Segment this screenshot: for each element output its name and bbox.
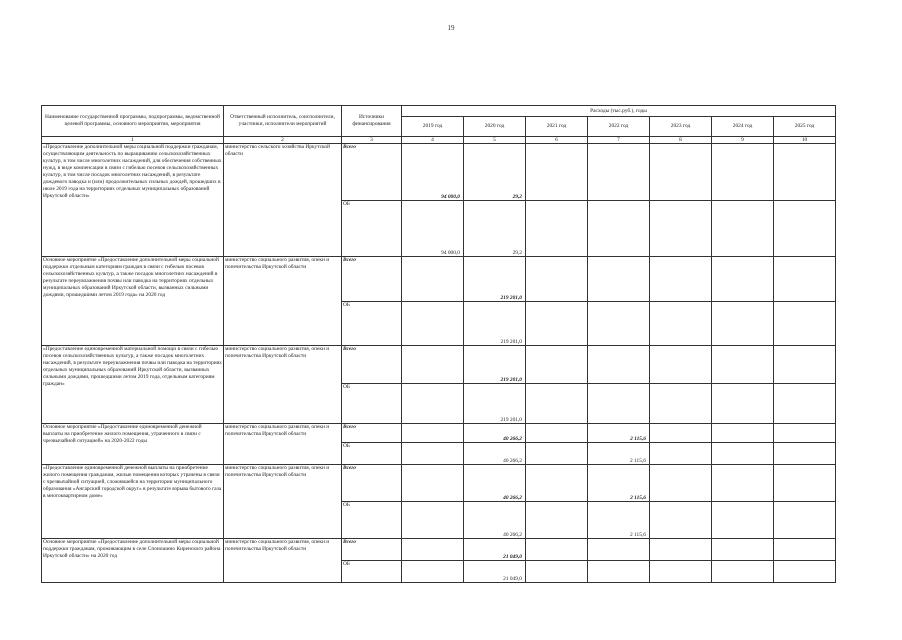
measure-executor: министерство социального развития, опеки и попечительства Иркутской области bbox=[224, 346, 342, 424]
header-year: 2020 год bbox=[464, 117, 526, 137]
page-number: 19 bbox=[447, 24, 455, 32]
column-number: 3 bbox=[342, 137, 402, 144]
value-cell bbox=[526, 539, 588, 561]
value-cell bbox=[712, 502, 774, 539]
header-year: 2021 год bbox=[526, 117, 588, 137]
value-cell: 2 115,6 bbox=[588, 424, 650, 443]
source-total: Всего bbox=[342, 257, 402, 302]
header-executor: Ответственный исполнитель, соисполнители, участники, исполнители мероприятий bbox=[224, 106, 342, 137]
measure-name: «Предоставление дополнительной меры социальной поддержки гражданам, осуществляющим деятельность по выращиванию сельскохозяйственных культур, в том числе многолетних насаждений, для обеспечения собственных нужд, в виде компенсации в связи с гибелью посевов сельскохозяйственных культур, в том числе посадок многолетних насаждений, в результате дождевого паводка и (или) продолжительных сильных дождей, прошедших в июле 2019 года на территориях отдельных муниципальных образований Иркутской области» bbox=[42, 144, 224, 257]
value-cell bbox=[774, 346, 836, 384]
source-ob: ОБ bbox=[342, 561, 402, 583]
value-cell bbox=[712, 443, 774, 465]
measure-executor: министерство социального развития, опеки и попечительства Иркутской области bbox=[224, 465, 342, 539]
value-cell bbox=[774, 201, 836, 257]
value-cell: 40 266,2 bbox=[464, 465, 526, 502]
value-cell bbox=[650, 302, 712, 346]
value-cell bbox=[712, 465, 774, 502]
source-total: Всего bbox=[342, 424, 402, 443]
measure-name: «Предоставление единовременной денежной выплаты на приобретение жилого помещения гражданам, жилые помещения которых утрачены в связи с чрезвычайной ситуацией, сложившейся на территории муниципального образования «Ангарский городской округ» в результате взрыва бытового газа в многоквартирном доме» bbox=[42, 465, 224, 539]
measure-executor: министерство сельского хозяйства Иркутской области bbox=[224, 144, 342, 257]
header-expenses: Расходы (тыс.руб.), годы bbox=[402, 106, 836, 117]
value-cell bbox=[526, 424, 588, 443]
measure-name: Основное мероприятие «Предоставление дополнительной меры социальной поддержки гражданам, проживающим в селе Споношино Киренского района Иркутской области» на 2020 год bbox=[42, 539, 224, 583]
value-cell bbox=[650, 561, 712, 583]
header-year: 2019 год bbox=[402, 117, 464, 137]
table-row bbox=[42, 257, 836, 302]
table-row bbox=[42, 539, 836, 561]
value-cell bbox=[402, 465, 464, 502]
value-cell bbox=[774, 539, 836, 561]
value-cell bbox=[774, 443, 836, 465]
value-cell: 29,2 bbox=[464, 144, 526, 201]
header-year: 2025 год bbox=[774, 117, 836, 137]
table-row bbox=[42, 346, 836, 384]
value-cell bbox=[402, 443, 464, 465]
column-number: 5 bbox=[464, 137, 526, 144]
value-cell bbox=[588, 561, 650, 583]
value-cell bbox=[526, 144, 588, 201]
measure-name: Основное мероприятие «Предоставление дополнительной меры социальной поддержки отдельным категориям граждан в связи с гибелью посевов сельскохозяйственных культур, а также посадок многолетних насаждений в результате переувлажнения почвы или паводка на территориях отдельных муниципальных образований Иркутской области, вызванных сильными дождями, прошедшими летом 2019 года» на 2020 год bbox=[42, 257, 224, 346]
header-year: 2023 год bbox=[650, 117, 712, 137]
header-year: 2024 год bbox=[712, 117, 774, 137]
column-number: 8 bbox=[650, 137, 712, 144]
value-cell: 219 201,0 bbox=[464, 384, 526, 424]
measure-name: «Предоставление единовременной материальной помощи в связи с гибелью посевов сельскохозяйственных культур, а также посадок многолетних насаждений, в результате переувлажнения почвы или паводка на территориях отдельных муниципальных образований Иркутской области, вызванных сильными дождями, прошедшими летом 2019 года, отдельным категориям граждан» bbox=[42, 346, 224, 424]
value-cell bbox=[588, 201, 650, 257]
value-cell bbox=[774, 384, 836, 424]
measure-executor: министерство социального развития, опеки и попечительства Иркутской области bbox=[224, 539, 342, 583]
value-cell bbox=[588, 346, 650, 384]
value-cell bbox=[402, 346, 464, 384]
value-cell bbox=[650, 257, 712, 302]
value-cell bbox=[526, 465, 588, 502]
value-cell bbox=[712, 539, 774, 561]
table-row bbox=[42, 465, 836, 502]
value-cell bbox=[526, 302, 588, 346]
value-cell bbox=[712, 302, 774, 346]
value-cell bbox=[402, 302, 464, 346]
value-cell: 94 000,0 bbox=[402, 144, 464, 201]
value-cell bbox=[402, 384, 464, 424]
value-cell: 219 201,0 bbox=[464, 257, 526, 302]
value-cell bbox=[588, 144, 650, 201]
column-number: 2 bbox=[224, 137, 342, 144]
value-cell bbox=[774, 257, 836, 302]
value-cell bbox=[526, 257, 588, 302]
value-cell: 219 201,0 bbox=[464, 302, 526, 346]
column-number: 7 bbox=[588, 137, 650, 144]
value-cell bbox=[650, 424, 712, 443]
value-cell bbox=[712, 144, 774, 201]
value-cell bbox=[526, 346, 588, 384]
value-cell bbox=[402, 257, 464, 302]
value-cell bbox=[774, 144, 836, 201]
value-cell: 40 266,2 bbox=[464, 502, 526, 539]
value-cell bbox=[774, 465, 836, 502]
value-cell bbox=[402, 424, 464, 443]
source-ob: ОБ bbox=[342, 502, 402, 539]
value-cell bbox=[526, 384, 588, 424]
value-cell bbox=[650, 539, 712, 561]
value-cell: 40 266,2 bbox=[464, 424, 526, 443]
value-cell bbox=[712, 257, 774, 302]
value-cell: 2 115,6 bbox=[588, 465, 650, 502]
table-row bbox=[42, 424, 836, 443]
value-cell bbox=[588, 384, 650, 424]
value-cell bbox=[650, 465, 712, 502]
value-cell bbox=[650, 384, 712, 424]
source-total: Всего bbox=[342, 465, 402, 502]
value-cell: 219 201,0 bbox=[464, 346, 526, 384]
measure-name: Основное мероприятие «Предоставление единовременной денежной выплаты на приобретение жилого помещения, утраченного в связи с чрезвычайной ситуацией» на 2020-2022 годы bbox=[42, 424, 224, 465]
value-cell bbox=[402, 539, 464, 561]
measure-executor: министерство социального развития, опеки и попечительства Иркутской области bbox=[224, 424, 342, 465]
measure-executor: министерство социального развития, опеки и попечительства Иркутской области bbox=[224, 257, 342, 346]
value-cell bbox=[712, 561, 774, 583]
column-number: 10 bbox=[774, 137, 836, 144]
value-cell bbox=[526, 443, 588, 465]
value-cell bbox=[774, 561, 836, 583]
value-cell bbox=[774, 502, 836, 539]
value-cell bbox=[402, 561, 464, 583]
value-cell bbox=[712, 424, 774, 443]
value-cell bbox=[650, 201, 712, 257]
value-cell: 2 115,6 bbox=[588, 443, 650, 465]
value-cell: 2 115,6 bbox=[588, 502, 650, 539]
value-cell bbox=[650, 144, 712, 201]
value-cell bbox=[588, 302, 650, 346]
value-cell bbox=[650, 502, 712, 539]
value-cell bbox=[774, 302, 836, 346]
value-cell bbox=[588, 257, 650, 302]
column-number: 6 bbox=[526, 137, 588, 144]
value-cell bbox=[712, 384, 774, 424]
header-name: Наименование государственной программы, подпрограммы, ведомственной целевой программы, основного мероприятия, мероприятия bbox=[42, 106, 224, 137]
value-cell bbox=[712, 201, 774, 257]
source-ob: ОБ bbox=[342, 384, 402, 424]
column-number: 1 bbox=[42, 137, 224, 144]
value-cell bbox=[526, 502, 588, 539]
source-ob: ОБ bbox=[342, 201, 402, 257]
table-row bbox=[42, 144, 836, 201]
source-total: Всего bbox=[342, 539, 402, 561]
source-ob: ОБ bbox=[342, 443, 402, 465]
source-ob: ОБ bbox=[342, 302, 402, 346]
value-cell bbox=[526, 201, 588, 257]
source-total: Всего bbox=[342, 144, 402, 201]
value-cell: 21 049,0 bbox=[464, 539, 526, 561]
value-cell bbox=[650, 346, 712, 384]
column-number: 9 bbox=[712, 137, 774, 144]
budget-table bbox=[41, 105, 836, 583]
value-cell: 29,2 bbox=[464, 201, 526, 257]
value-cell: 40 266,2 bbox=[464, 443, 526, 465]
value-cell bbox=[650, 443, 712, 465]
value-cell bbox=[712, 346, 774, 384]
value-cell bbox=[774, 424, 836, 443]
header-source: Источники финансирования bbox=[342, 106, 402, 137]
source-total: Всего bbox=[342, 346, 402, 384]
value-cell bbox=[526, 561, 588, 583]
value-cell: 21 049,0 bbox=[464, 561, 526, 583]
value-cell bbox=[402, 502, 464, 539]
value-cell: 94 000,0 bbox=[402, 201, 464, 257]
value-cell bbox=[588, 539, 650, 561]
header-year: 2022 год bbox=[588, 117, 650, 137]
column-number: 4 bbox=[402, 137, 464, 144]
